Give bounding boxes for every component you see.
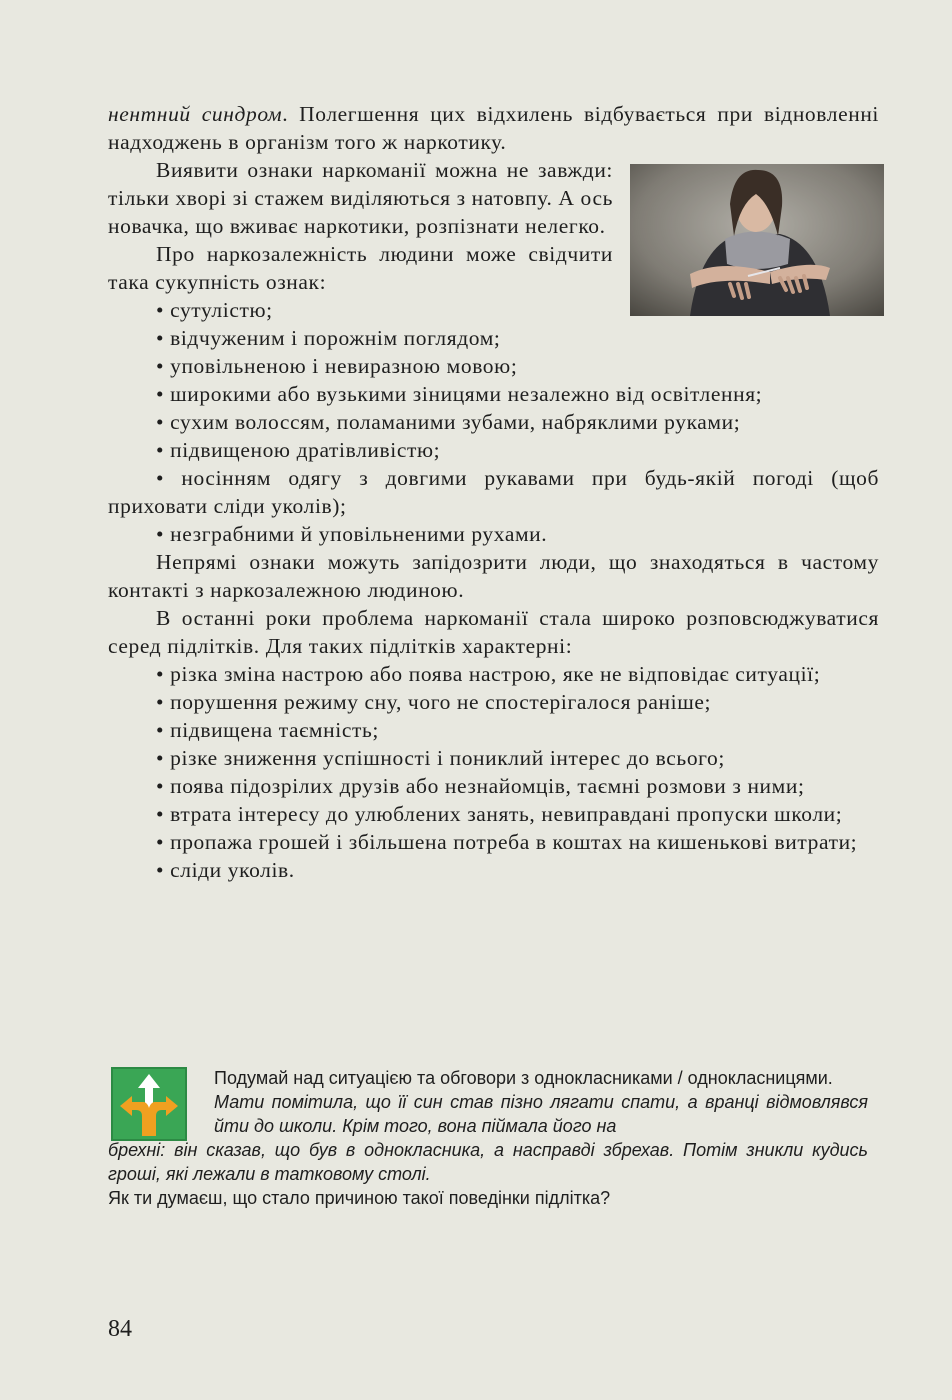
discussion-task [108,1066,868,1210]
list-item: • носінням одягу з довгими рукавами при будь-якій погоді (щоб приховати сліди уколів); [108,466,879,518]
list-item: • втрата інтересу до улюблених занять, невиправдані пропуски школи; [156,802,843,826]
list-item: • сутулістю; [156,298,273,322]
list-item: • сухим волоссям, поламаними зубами, набряклими руками; [156,410,741,434]
page-number: 84 [108,1316,132,1342]
list-item: • порушення режиму сну, чого не спостерігалося раніше; [156,690,712,714]
indirect-paragraph: Непрямі ознаки можуть запідозрити люди, що знаходяться в частому контакті з наркозалежною людиною. [108,550,879,602]
list-item: • відчуженим і порожнім поглядом; [156,326,501,350]
task-prompt: Подумай над ситуацією та обговори з однокласниками / однокласницями. [214,1068,833,1088]
task-question: Як ти думаєш, що стало причиною такої поведінки підлітка? [108,1188,611,1208]
task-story-part1: Мати помітила, що її син став пізно лягати спати, а вранці відмовлявся йти до школи. Крім того, вона піймала його на [214,1092,868,1136]
list-item: • уповільненою і невиразною мовою; [156,354,518,378]
intro-rest: . Полегшення цих відхилень відбувається при [282,102,753,126]
intro-line2: відновленні надходжень в організм того ж наркотику. [108,102,879,154]
list-item: • поява підозрілих друзів або незнайомців, таємні розмови з ними; [156,774,805,798]
list-item: • підвищеною дратівливістю; [156,438,441,462]
teens-paragraph: В останні роки проблема наркоманії стала широко розповсюджуватися серед підлітків. Для таких підлітків характерні: [108,606,879,658]
task-story-part2: брехні: він сказав, що був в однокласника, а насправді збрехав. Потім зникли кудись гроші, які лежали в татковому столі. [108,1140,868,1184]
intro-paragraph [108,100,879,156]
detect-paragraph: Виявити ознаки наркоманії можна не завжди: тільки хворі зі стажем виділяються з натовпу. А ось новачка, що вживає наркотики, розпізнати нелегко. [108,158,613,238]
intro-italic-term: нентний синдром [108,102,283,126]
list-item: • широкими або вузькими зіницями незалежно від освітлення; [156,382,763,406]
signs-list [108,296,879,548]
list-item: • пропажа грошей і збільшена потреба в коштах на кишенькові витрати; [156,830,858,854]
teen-signs-list [108,660,879,884]
list-item: • незграбними й уповільненими рухами. [156,522,548,546]
list-item: • різка зміна настрою або поява настрою, яке не відповідає ситуації; [156,662,821,686]
list-item: • підвищена таємність; [156,718,379,742]
list-item: • сліди уколів. [156,858,295,882]
list-item: • різке зниження успішності і пониклий інтерес до всього; [156,746,725,770]
teen-with-syringe-photo [630,164,884,316]
signs-intro-paragraph: Про наркозалежність людини може свідчити така сукупність ознак: [108,242,613,294]
